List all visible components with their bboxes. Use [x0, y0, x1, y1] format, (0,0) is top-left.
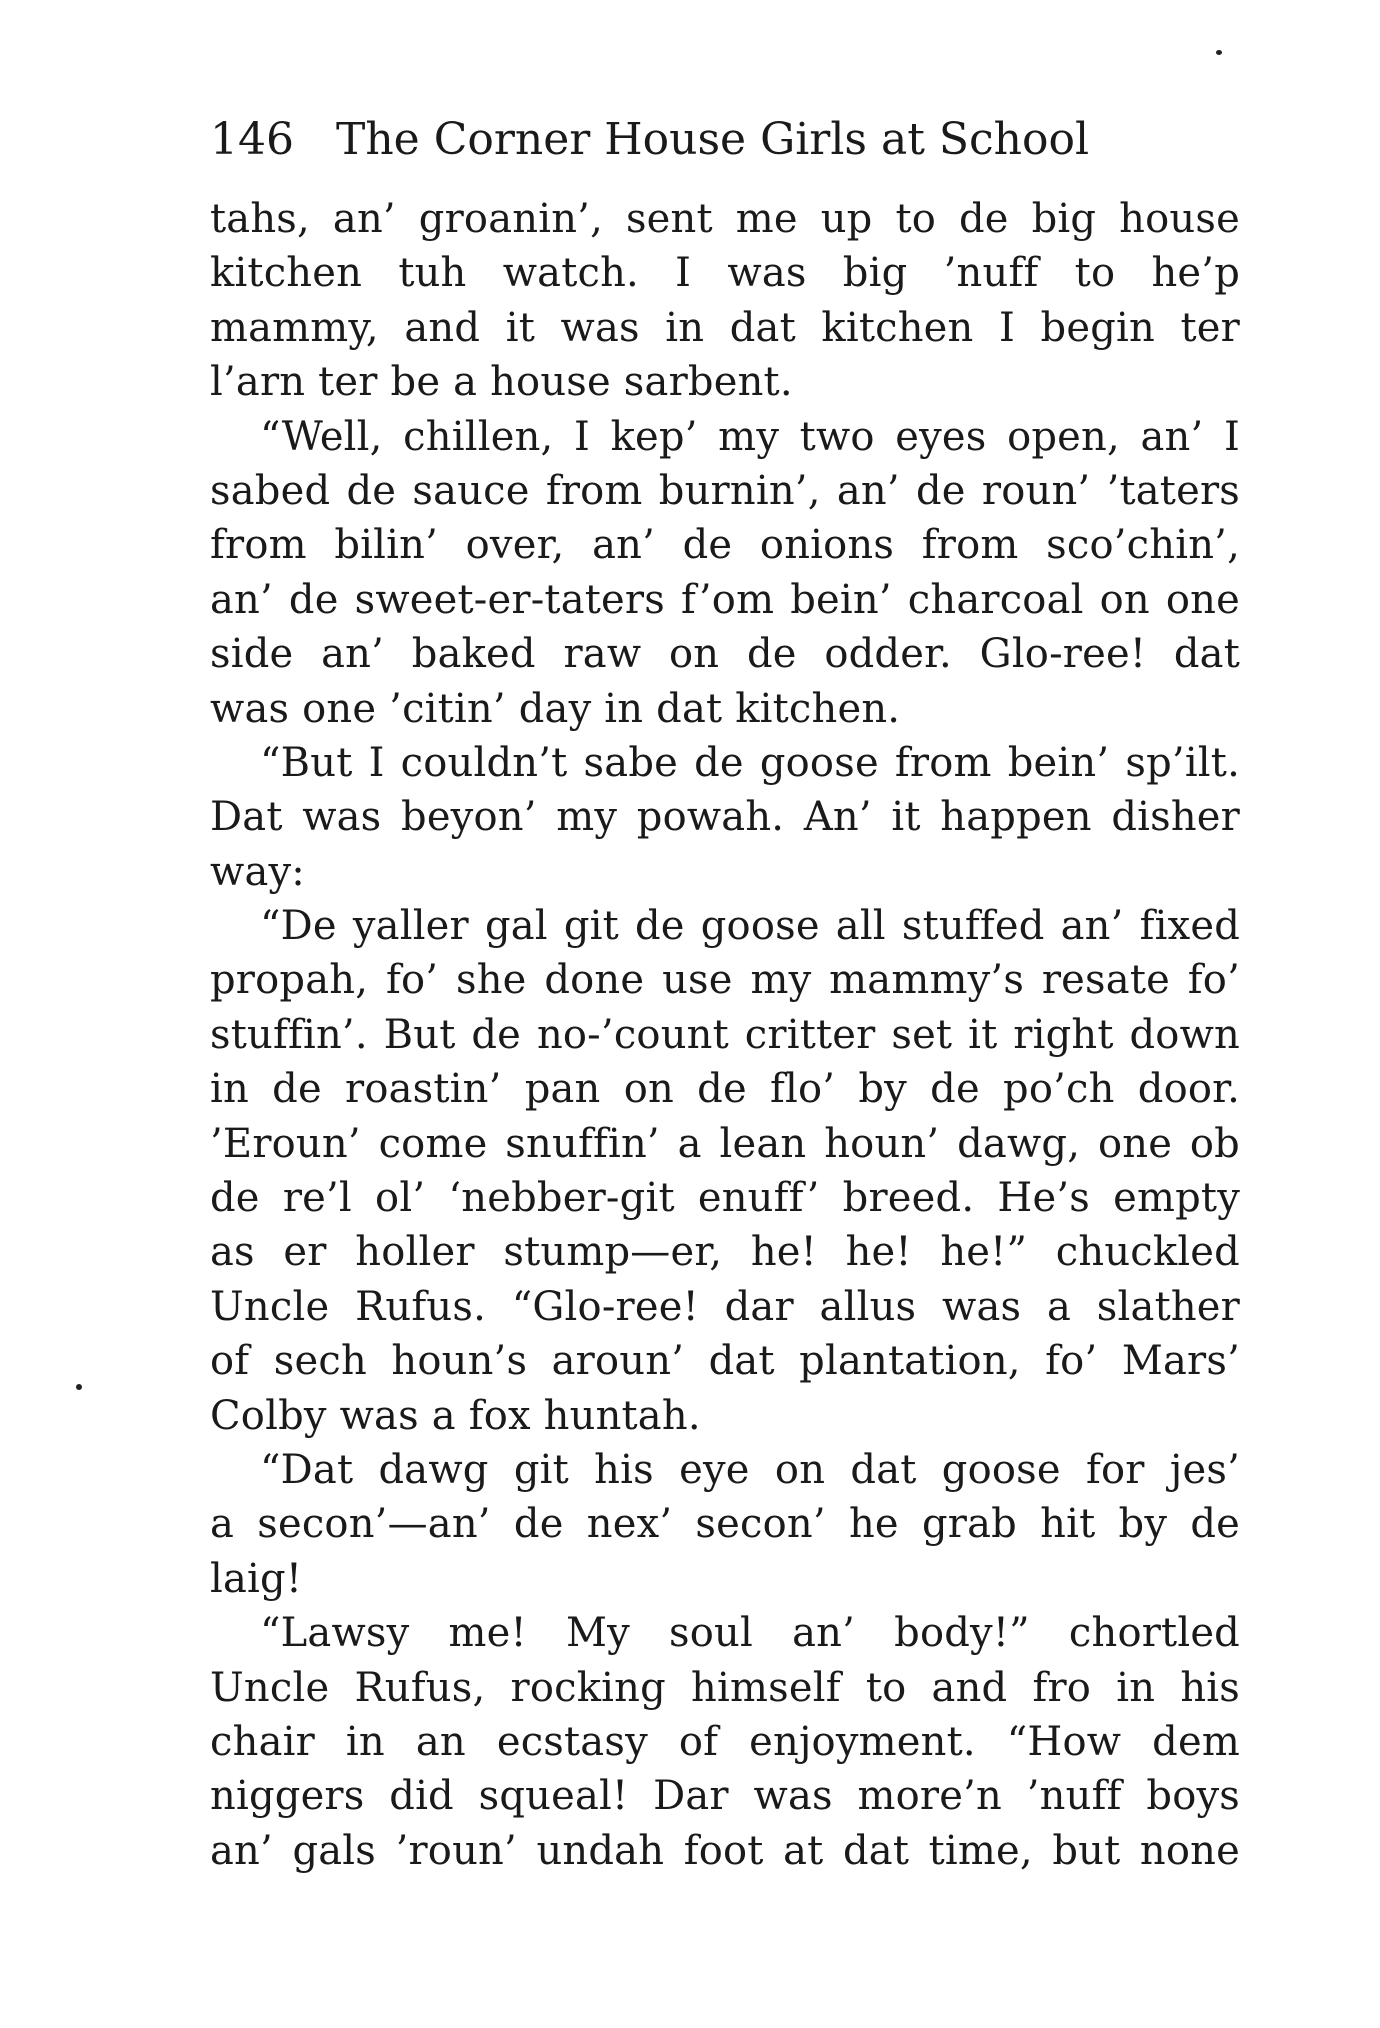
- text-line: as er holler stump—er, he! he! he!” chuckled: [210, 1229, 1240, 1276]
- text-line: way:: [210, 848, 305, 895]
- text-line: de re’l ol’ ‘nebber-git enuff’ breed. He’s empty: [210, 1175, 1240, 1222]
- text-line: Uncle Rufus. “Glo-ree! dar allus was a slather: [210, 1283, 1240, 1330]
- book-page: [210, 110, 1240, 1878]
- text-line: “Dat dawg git his eye on dat goose for jes’: [260, 1446, 1240, 1493]
- text-line: kitchen tuh watch. I was big ’nuff to he’p: [210, 250, 1240, 297]
- text-line: was one ’citin’ day in dat kitchen.: [210, 685, 901, 732]
- text-line: niggers did squeal! Dar was more’n ’nuff boys: [210, 1773, 1240, 1820]
- page-number: 146: [210, 114, 294, 165]
- text-line: sabed de sauce from burnin’, an’ de roun’ ’taters: [210, 467, 1240, 514]
- text-line: from bilin’ over, an’ de onions from sco’chin’,: [210, 522, 1240, 569]
- text-line: stuffin’. But de no-’count critter set it right down: [210, 1011, 1240, 1058]
- text-line: an’ de sweet-er-taters f’om bein’ charcoal on one: [210, 576, 1240, 623]
- text-line: “De yaller gal git de goose all stuffed an’ fixed: [260, 903, 1240, 950]
- running-header: [210, 110, 1240, 180]
- text-line: l’arn ter be a house sarbent.: [210, 359, 793, 406]
- text-line: chair in an ecstasy of enjoyment. “How dem: [210, 1718, 1240, 1765]
- text-line: mammy, and it was in dat kitchen I begin ter: [210, 304, 1240, 351]
- speck-mark: [1216, 50, 1222, 55]
- text-line: side an’ baked raw on de odder. Glo-ree! dat: [210, 631, 1240, 678]
- text-line: “Lawsy me! My soul an’ body!” chortled: [260, 1610, 1240, 1657]
- page-body-text: [210, 192, 1240, 1878]
- text-line: in de roastin’ pan on de flo’ by de po’ch door.: [210, 1066, 1240, 1113]
- text-line: of sech houn’s aroun’ dat plantation, fo’ Mars’: [210, 1338, 1240, 1385]
- text-line: an’ gals ’roun’ undah foot at dat time, but none: [210, 1827, 1240, 1874]
- text-line: laig!: [210, 1555, 303, 1602]
- speck-mark: [76, 1384, 82, 1390]
- text-line: “But I couldn’t sabe de goose from bein’ sp’ilt.: [260, 739, 1240, 786]
- text-line: tahs, an’ groanin’, sent me up to de big house: [210, 196, 1240, 242]
- text-line: a secon’—an’ de nex’ secon’ he grab hit by de: [210, 1501, 1240, 1548]
- text-line: Uncle Rufus, rocking himself to and fro in his: [210, 1664, 1240, 1711]
- text-line: propah, fo’ she done use my mammy’s resate fo’: [210, 957, 1240, 1004]
- text-line: “Well, chillen, I kep’ my two eyes open, an’ I: [260, 413, 1240, 460]
- running-title: The Corner House Girls at School: [335, 114, 1090, 165]
- text-line: Colby was a fox huntah.: [210, 1392, 701, 1439]
- text-line: Dat was beyon’ my powah. An’ it happen disher: [210, 794, 1240, 841]
- text-line: ’Eroun’ come snuffin’ a lean houn’ dawg, one ob: [210, 1120, 1240, 1167]
